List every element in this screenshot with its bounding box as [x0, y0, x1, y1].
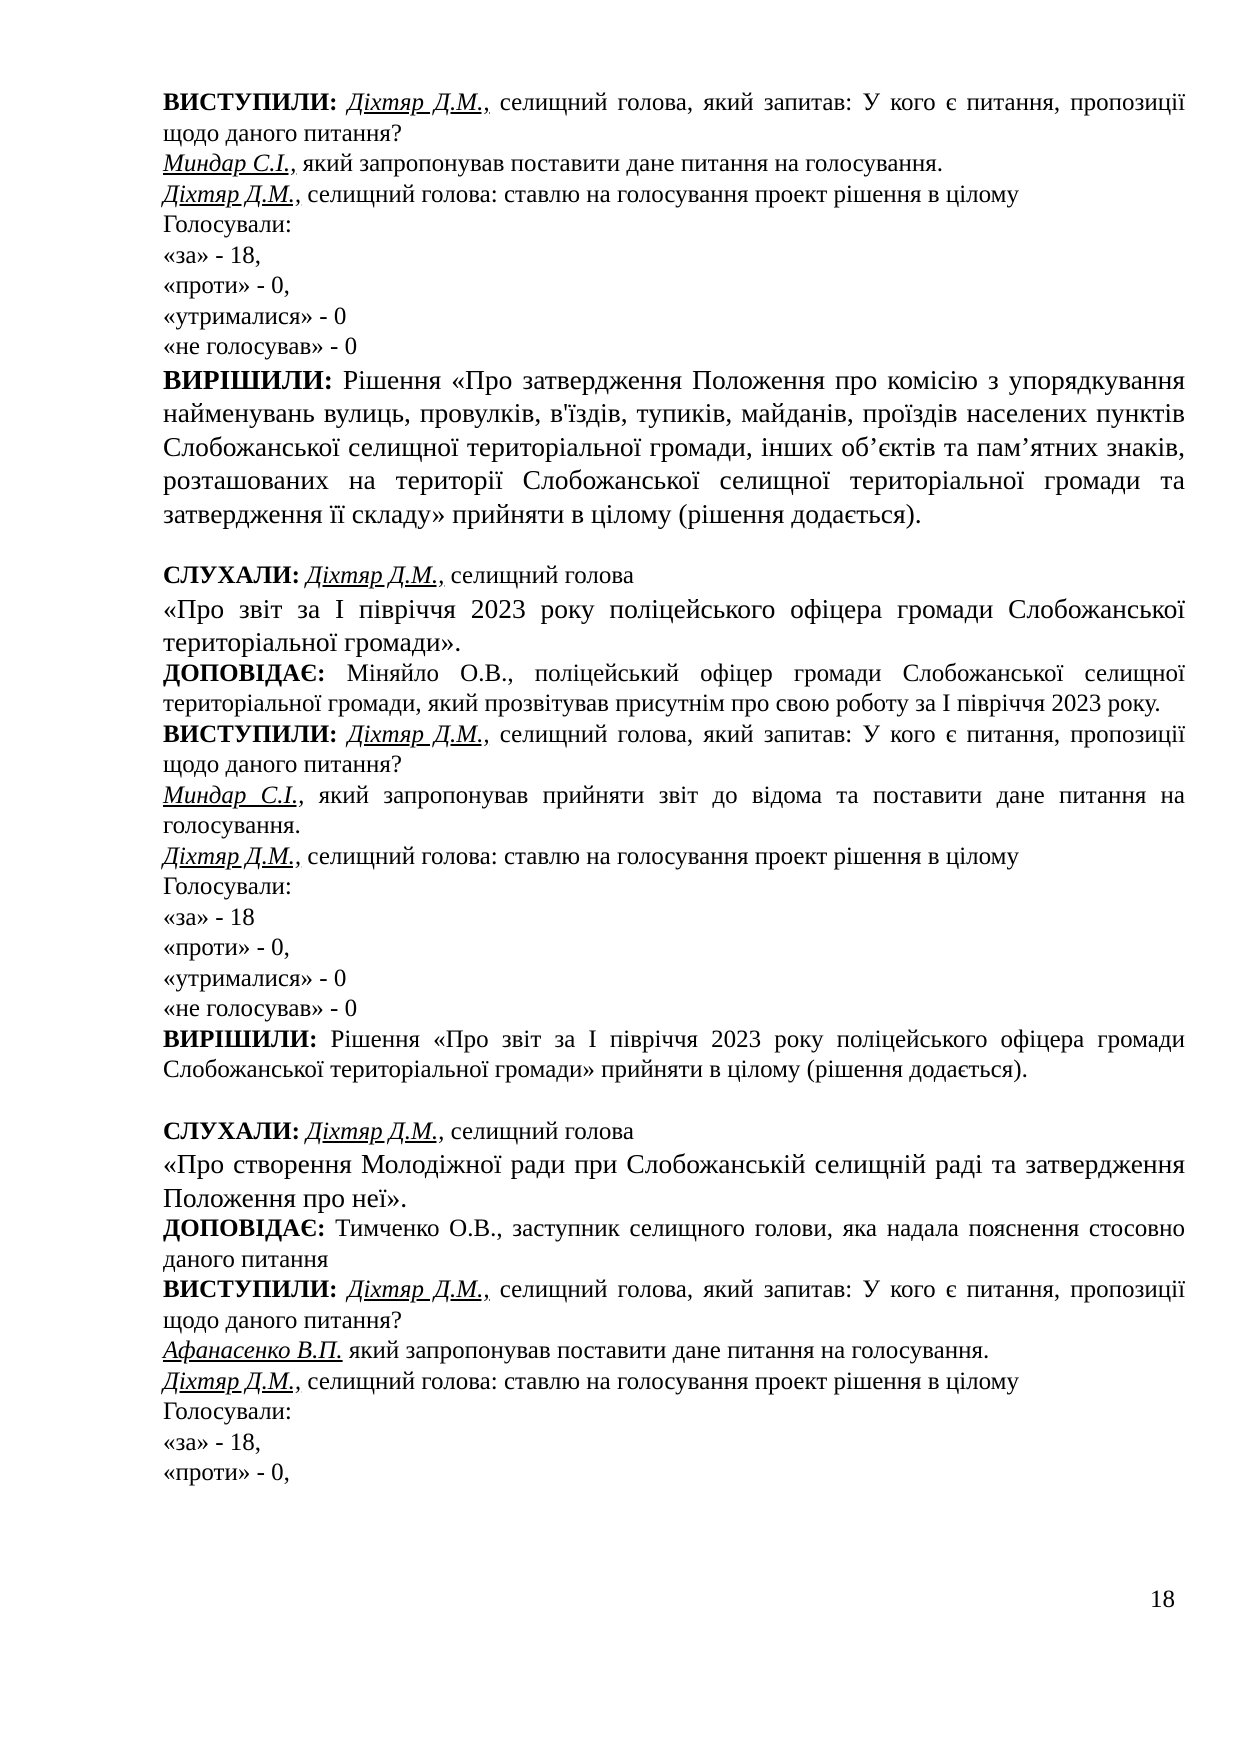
paragraph-text: «за» - 18,: [163, 241, 262, 269]
section-label: СЛУХАЛИ:: [163, 562, 300, 589]
page-number: 18: [1150, 1586, 1175, 1613]
paragraph-text: «за» - 18: [163, 903, 255, 931]
heard-paragraph: [163, 1117, 1185, 1148]
vote-line: [163, 994, 1185, 1025]
paragraph-text: Тимченко О.В., заступник селищного голови, яка надала пояснення стосовно даного питання: [163, 1215, 1185, 1273]
agenda-item-title: [163, 592, 1185, 659]
paragraph-text: Голосували:: [163, 1398, 292, 1425]
speaker-name: Афанасенко В.П.: [163, 1337, 343, 1364]
section-label: ВИРІШИЛИ:: [163, 363, 333, 395]
labeled-paragraph: [163, 1214, 1185, 1275]
speaker-name: Діхтяр Д.М.,: [347, 720, 490, 748]
speaker-name: Діхтяр Д.М.,: [306, 1117, 445, 1145]
speaker-line: [163, 149, 1185, 180]
paragraph-text: «утрималися» - 0: [163, 302, 347, 330]
section-gap: [163, 1086, 1185, 1117]
section-label: ВИСТУПИЛИ:: [163, 89, 338, 116]
paragraph-text: селищний голова, який запитав: У кого є питання, пропозиції щодо даного питання?: [163, 89, 1186, 147]
paragraph-text: «за» - 18,: [163, 1428, 262, 1456]
paragraph-text: Голосували:: [163, 873, 292, 900]
paragraph-text: селищний голова: ставлю на голосування проект рішення в цілому: [301, 180, 1019, 208]
vote-line: [163, 872, 1185, 903]
paragraph-text: селищний голова, який запитав: У кого є питання, пропозиції щодо даного питання?: [163, 1276, 1186, 1334]
paragraph-text: «Про звіт за І півріччя 2023 року поліцейського офіцера громади Слобожанської територіальної громади».: [163, 592, 1185, 657]
vote-line: [163, 332, 1185, 363]
paragraph-text: «утрималися» - 0: [163, 964, 347, 992]
paragraph-text: який запропонував поставити дане питання на голосування.: [342, 1337, 990, 1364]
speaker-line: [163, 781, 1185, 842]
paragraph-text: «не голосував» - 0: [163, 995, 358, 1022]
vote-line: [163, 271, 1185, 302]
paragraph-text: Міняйло О.В., поліцейський офіцер громади Слобожанської селищної територіальної громади, який прозвітував присутнім про свою роботу за І півріччя 2023 року.: [163, 659, 1185, 717]
document-page: [163, 88, 1185, 1489]
speakers-paragraph: [163, 1275, 1185, 1336]
paragraph-text: селищний голова, який запитав: У кого є питання, пропозиції щодо даного питання?: [163, 720, 1186, 778]
speaker-line: [163, 1336, 1185, 1367]
paragraph-text: селищний голова: [444, 1117, 634, 1145]
section-gap: [163, 530, 1185, 561]
paragraph-text: який запропонував поставити дане питання на голосування.: [296, 150, 943, 177]
section-label: СЛУХАЛИ:: [163, 1117, 300, 1145]
section-label: ДОПОВІДАЄ:: [163, 659, 326, 687]
agenda-item-title: [163, 1147, 1185, 1214]
section-label: ВИСТУПИЛИ:: [163, 1276, 338, 1303]
vote-line: [163, 302, 1185, 333]
paragraph-text: Рішення «Про звіт за І півріччя 2023 року поліцейського офіцера громади Слобожанської територіальної громади» прийняти в цілому (рішення додається).: [163, 1025, 1185, 1083]
vote-line: [163, 964, 1185, 995]
paragraph-text: селищний голова: ставлю на голосування проект рішення в цілому: [301, 842, 1019, 870]
vote-line: [163, 1458, 1185, 1489]
labeled-paragraph: [163, 659, 1185, 720]
paragraph-text: «проти» - 0,: [163, 934, 290, 961]
speaker-name: Миндар С.І.,: [163, 150, 297, 177]
speaker-line: [163, 180, 1185, 211]
paragraph-text: Рішення «Про затвердження Положення про комісію з упорядкування найменувань вулиць, провулків, в'їздів, тупиків, майданів, проїздів населених пунктів Слобожанської селищної територіальної громади, інших об’єктів та пам’ятних знаків, розташованих на території Слобожанської селищної територіальної громади та затвердження її складу» прийняти в цілому (рішення додається).: [163, 363, 1185, 529]
speakers-paragraph: [163, 88, 1185, 149]
labeled-paragraph: [163, 1025, 1185, 1086]
vote-line: [163, 210, 1185, 241]
vote-line: [163, 1428, 1185, 1459]
vote-line: [163, 933, 1185, 964]
section-label: ВИСТУПИЛИ:: [163, 720, 338, 748]
vote-line: [163, 241, 1185, 272]
speaker-name: Діхтяр Д.М.,: [163, 180, 302, 208]
vote-line: [163, 903, 1185, 934]
heard-paragraph: [163, 561, 1185, 592]
section-label: ВИРІШИЛИ:: [163, 1025, 318, 1053]
paragraph-text: який запропонував прийняти звіт до відома та поставити дане питання на голосування.: [163, 781, 1186, 839]
paragraph-text: селищний голова: ставлю на голосування проект рішення в цілому: [301, 1367, 1019, 1395]
vote-line: [163, 1397, 1185, 1428]
paragraph-text: «Про створення Молодіжної ради при Слобожанській селищній раді та затвердження Положення про неї».: [163, 1148, 1185, 1213]
speakers-paragraph: [163, 720, 1185, 781]
paragraph-text: селищний голова: [444, 562, 634, 589]
speaker-line: [163, 842, 1185, 873]
paragraph-text: «проти» - 0,: [163, 272, 290, 299]
speaker-name: Діхтяр Д.М.,: [163, 1367, 302, 1395]
paragraph-text: «проти» - 0,: [163, 1459, 290, 1486]
decision-paragraph: [163, 363, 1185, 531]
paragraph-text: Голосували:: [163, 211, 292, 238]
speaker-line: [163, 1367, 1185, 1398]
speaker-name: Діхтяр Д.М.,: [347, 1276, 490, 1303]
speaker-name: Миндар С.І.,: [163, 781, 305, 809]
speaker-name: Діхтяр Д.М.,: [163, 842, 302, 870]
speaker-name: Діхтяр Д.М.,: [306, 562, 445, 589]
speaker-name: Діхтяр Д.М.,: [347, 89, 490, 116]
section-label: ДОПОВІДАЄ:: [163, 1215, 326, 1242]
paragraph-text: «не голосував» - 0: [163, 333, 358, 360]
